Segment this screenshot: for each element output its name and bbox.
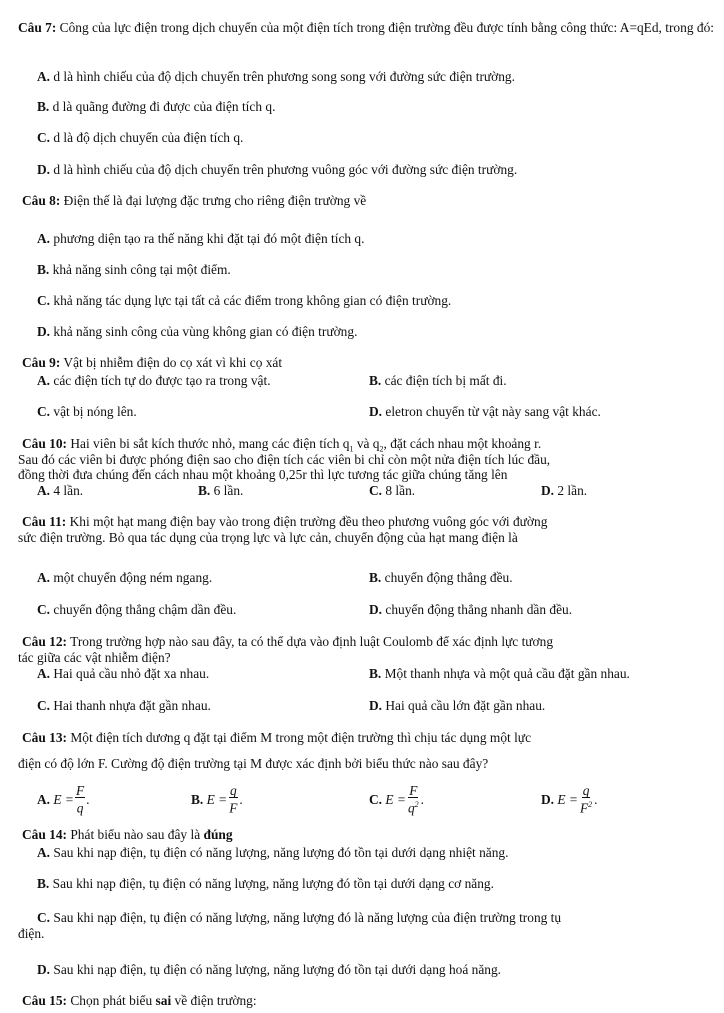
- option-text: 8 lần.: [382, 483, 416, 498]
- option-b[interactable]: [37, 876, 494, 891]
- question-8: [22, 193, 366, 208]
- option-text: khả năng sinh công tại một điểm.: [49, 262, 231, 277]
- option-key: D.: [541, 483, 555, 498]
- option-key: A.: [37, 483, 51, 498]
- formula-fraction: [75, 784, 85, 814]
- denominator-base: q: [76, 800, 84, 816]
- question-stem-line: Sau đó các viên bi được phóng điện sao cho điện tích các viên bi chỉ còn một nửa điện tích lúc đầu,: [18, 452, 551, 467]
- question-label: Câu 14:: [22, 827, 68, 842]
- emphasis: sai: [155, 993, 172, 1008]
- option-key: C.: [37, 404, 51, 419]
- question-label: Câu 8:: [22, 193, 61, 208]
- option-b[interactable]: [369, 666, 630, 681]
- option-text: khả năng sinh công của vùng không gian có điện trường.: [50, 324, 358, 339]
- exponent: 2: [414, 799, 419, 809]
- option-text: khả năng tác dụng lực tại tất cả các điểm trong không gian có điện trường.: [50, 293, 452, 308]
- option-b[interactable]: [37, 99, 275, 114]
- question-stem-line: sức điện trường. Bỏ qua tác dụng của trọng lực và lực cản, chuyển động của hạt mang điện là: [18, 530, 518, 545]
- formula-lhs: E =: [385, 791, 406, 807]
- question-9: [22, 355, 282, 370]
- option-text: Sau khi nạp điện, tụ điện có năng lượng, năng lượng đó tồn tại dưới dạng nhiệt năng.: [50, 845, 509, 860]
- option-key: C.: [37, 293, 51, 308]
- option-text: d là độ dịch chuyển của điện tích q.: [50, 130, 244, 145]
- question-stem: Vật bị nhiễm điện do cọ xát vì khi cọ xát: [60, 355, 283, 370]
- denominator: [228, 798, 238, 814]
- question-7: [18, 20, 718, 35]
- option-b[interactable]: B. E = $\frac{q}{F}$ .: [191, 782, 243, 816]
- option-b[interactable]: [369, 570, 513, 585]
- option-key: C.: [369, 791, 383, 807]
- option-text: các điện tích tự do được tạo ra trong vật.: [50, 373, 271, 388]
- question-label: Câu 15:: [22, 993, 68, 1008]
- option-c[interactable]: [37, 910, 561, 925]
- option-text: d là quãng đường đi được của điện tích q.: [49, 99, 276, 114]
- question-stem: Chọn phát biểu: [67, 993, 156, 1008]
- subscript: 1: [349, 444, 354, 454]
- option-key: B.: [369, 373, 382, 388]
- question-stem: Một điện tích dương q đặt tại điểm M trong một điện trường thì chịu tác dụng một lực: [67, 730, 532, 745]
- formula-lhs: E =: [557, 791, 578, 807]
- question-12: [22, 634, 553, 649]
- option-c[interactable]: [37, 293, 451, 308]
- question-stem: , đặt cách nhau một khoảng r.: [383, 436, 542, 451]
- option-a[interactable]: [37, 570, 212, 585]
- option-c[interactable]: [37, 602, 236, 617]
- question-label: Câu 13:: [22, 730, 68, 745]
- option-text: d là hình chiếu của độ dịch chuyển trên phương song song với đường sức điện trường.: [50, 69, 515, 84]
- option-key: A.: [37, 69, 51, 84]
- option-a[interactable]: [37, 231, 364, 246]
- question-stem: Phát biểu nào sau đây là: [67, 827, 204, 842]
- option-text: Hai thanh nhựa đặt gần nhau.: [50, 698, 211, 713]
- question-label: Câu 7:: [18, 20, 57, 35]
- exponent: 2: [588, 799, 593, 809]
- formula-fraction: [579, 784, 593, 814]
- option-text: 4 lần.: [50, 483, 84, 498]
- denominator-base: q: [407, 800, 415, 816]
- option-text: Một thanh nhựa và một quả cầu đặt gần nhau.: [381, 666, 630, 681]
- question-label: Câu 10:: [22, 436, 68, 451]
- option-c[interactable]: [37, 404, 137, 419]
- numerator: q: [229, 782, 237, 798]
- option-key: A.: [37, 666, 51, 681]
- option-key: C.: [37, 602, 51, 617]
- question-stem: về điện trường:: [171, 993, 257, 1008]
- denominator: [579, 798, 593, 814]
- option-key: B.: [37, 99, 50, 114]
- formula-lhs: E =: [53, 791, 74, 807]
- option-key: B.: [369, 570, 382, 585]
- question-label: Câu 12:: [22, 634, 68, 649]
- option-key: C.: [37, 698, 51, 713]
- option-text: Sau khi nạp điện, tụ điện có năng lượng, năng lượng đó tồn tại dưới dạng cơ năng.: [49, 876, 494, 891]
- question-stem: và q: [353, 436, 380, 451]
- question-label: Câu 9:: [22, 355, 61, 370]
- option-text: 2 lần.: [554, 483, 588, 498]
- emphasis: đúng: [203, 827, 233, 842]
- option-key: C.: [37, 910, 51, 925]
- option-key: A.: [37, 231, 51, 246]
- option-key: B.: [37, 262, 50, 277]
- option-text: chuyển động thẳng đều.: [381, 570, 513, 585]
- option-d[interactable]: [369, 404, 601, 419]
- formula-lhs: E =: [206, 791, 228, 807]
- question-label: Câu 11:: [22, 514, 67, 529]
- denominator-base: F: [579, 800, 589, 816]
- numerator: F: [75, 782, 85, 798]
- option-key: A.: [37, 791, 51, 807]
- question-stem: Trong trường hợp nào sau đây, ta có thể dựa vào định luật Coulomb để xác định lực tương: [67, 634, 554, 649]
- option-a[interactable]: [37, 69, 515, 84]
- question-stem: Điện thế là đại lượng đặc trưng cho riêng điện trường về: [60, 193, 367, 208]
- option-a[interactable]: [37, 845, 508, 860]
- option-key: D.: [369, 602, 383, 617]
- option-text: một chuyển động ném ngang.: [50, 570, 213, 585]
- option-d[interactable]: [541, 483, 587, 498]
- option-d[interactable]: [369, 602, 572, 617]
- question-stem: Công của lực điện trong dịch chuyển của một điện tích trong điện trường đều được tính bằng công thức: A=qEd, trong đó:: [56, 20, 714, 35]
- denominator: [407, 798, 420, 814]
- option-key: C.: [369, 483, 383, 498]
- question-stem: Khi một hạt mang điện bay vào trong điện trường đều theo phương vuông góc với đường: [66, 514, 548, 529]
- question-stem-line: tác giữa các vật nhiễm điện?: [18, 650, 171, 665]
- option-key: A.: [37, 373, 51, 388]
- option-text: chuyển động thẳng nhanh dần đều.: [382, 602, 573, 617]
- formula-fraction: [228, 784, 238, 814]
- option-c[interactable]: [37, 130, 243, 145]
- question-stem-line: đồng thời đưa chúng đến cách nhau một khoảng 0,25r thì lực tương tác giữa chúng tăng lên: [18, 467, 508, 482]
- option-a[interactable]: [37, 373, 271, 388]
- option-d[interactable]: D. E = $\frac{q}{F^2}$ .: [541, 782, 598, 816]
- question-13: [22, 730, 531, 745]
- option-text: d là hình chiếu của độ dịch chuyển trên phương vuông góc với đường sức điện trường.: [50, 162, 518, 177]
- option-a[interactable]: [37, 666, 209, 681]
- option-text: 6 lần.: [210, 483, 244, 498]
- option-c[interactable]: C. E = $\frac{F}{q^2}$ .: [369, 782, 425, 816]
- option-text: Hai quả cầu nhỏ đặt xa nhau.: [50, 666, 210, 681]
- option-text: Sau khi nạp điện, tụ điện có năng lượng, năng lượng đó tồn tại dưới dạng hoá năng.: [50, 962, 502, 977]
- option-key: C.: [37, 130, 51, 145]
- option-key: A.: [37, 570, 51, 585]
- option-key: D.: [369, 404, 383, 419]
- option-text: các điện tích bị mất đi.: [381, 373, 507, 388]
- option-text: Sau khi nạp điện, tụ điện có năng lượng, năng lượng đó là năng lượng của điện trường trong tụ: [50, 910, 562, 925]
- numerator: F: [409, 782, 418, 798]
- denominator: [76, 798, 85, 814]
- subscript: 2: [379, 444, 384, 454]
- denominator-base: F: [229, 800, 238, 816]
- option-c[interactable]: [369, 483, 415, 498]
- option-key: D.: [37, 324, 51, 339]
- option-d[interactable]: [369, 698, 545, 713]
- numerator: q: [582, 782, 590, 798]
- option-key: B.: [369, 666, 382, 681]
- option-b[interactable]: [198, 483, 243, 498]
- option-b[interactable]: [369, 373, 507, 388]
- option-text: eletron chuyển từ vật này sang vật khác.: [382, 404, 601, 419]
- question-stem: Hai viên bi sắt kích thước nhỏ, mang các điện tích q: [67, 436, 350, 451]
- option-text: phương diện tạo ra thế năng khi đặt tại đó một điện tích q.: [50, 231, 365, 246]
- question-15: [22, 993, 257, 1008]
- option-b[interactable]: [37, 262, 231, 277]
- option-key: D.: [369, 698, 383, 713]
- option-d[interactable]: [37, 962, 501, 977]
- option-d[interactable]: [37, 162, 517, 177]
- formula-fraction: [407, 784, 420, 814]
- option-key: D.: [541, 791, 555, 807]
- option-c-continuation: điện.: [18, 926, 45, 941]
- option-a[interactable]: A. E = $\frac{F}{q}$ .: [37, 782, 90, 816]
- option-a[interactable]: [37, 483, 83, 498]
- option-key: B.: [191, 791, 204, 807]
- question-stem-line: điện có độ lớn F. Cường độ điện trường tại M được xác định bởi biểu thức nào sau đây?: [18, 756, 489, 771]
- option-key: D.: [37, 162, 51, 177]
- question-14: [22, 827, 233, 842]
- option-key: B.: [198, 483, 211, 498]
- option-key: D.: [37, 962, 51, 977]
- option-c[interactable]: [37, 698, 211, 713]
- option-key: A.: [37, 845, 51, 860]
- option-d[interactable]: [37, 324, 357, 339]
- option-text: Hai quả cầu lớn đặt gần nhau.: [382, 698, 546, 713]
- option-text: vật bị nóng lên.: [50, 404, 137, 419]
- option-key: B.: [37, 876, 50, 891]
- option-text: chuyển động thẳng chậm dần đều.: [50, 602, 237, 617]
- question-11: [22, 514, 547, 529]
